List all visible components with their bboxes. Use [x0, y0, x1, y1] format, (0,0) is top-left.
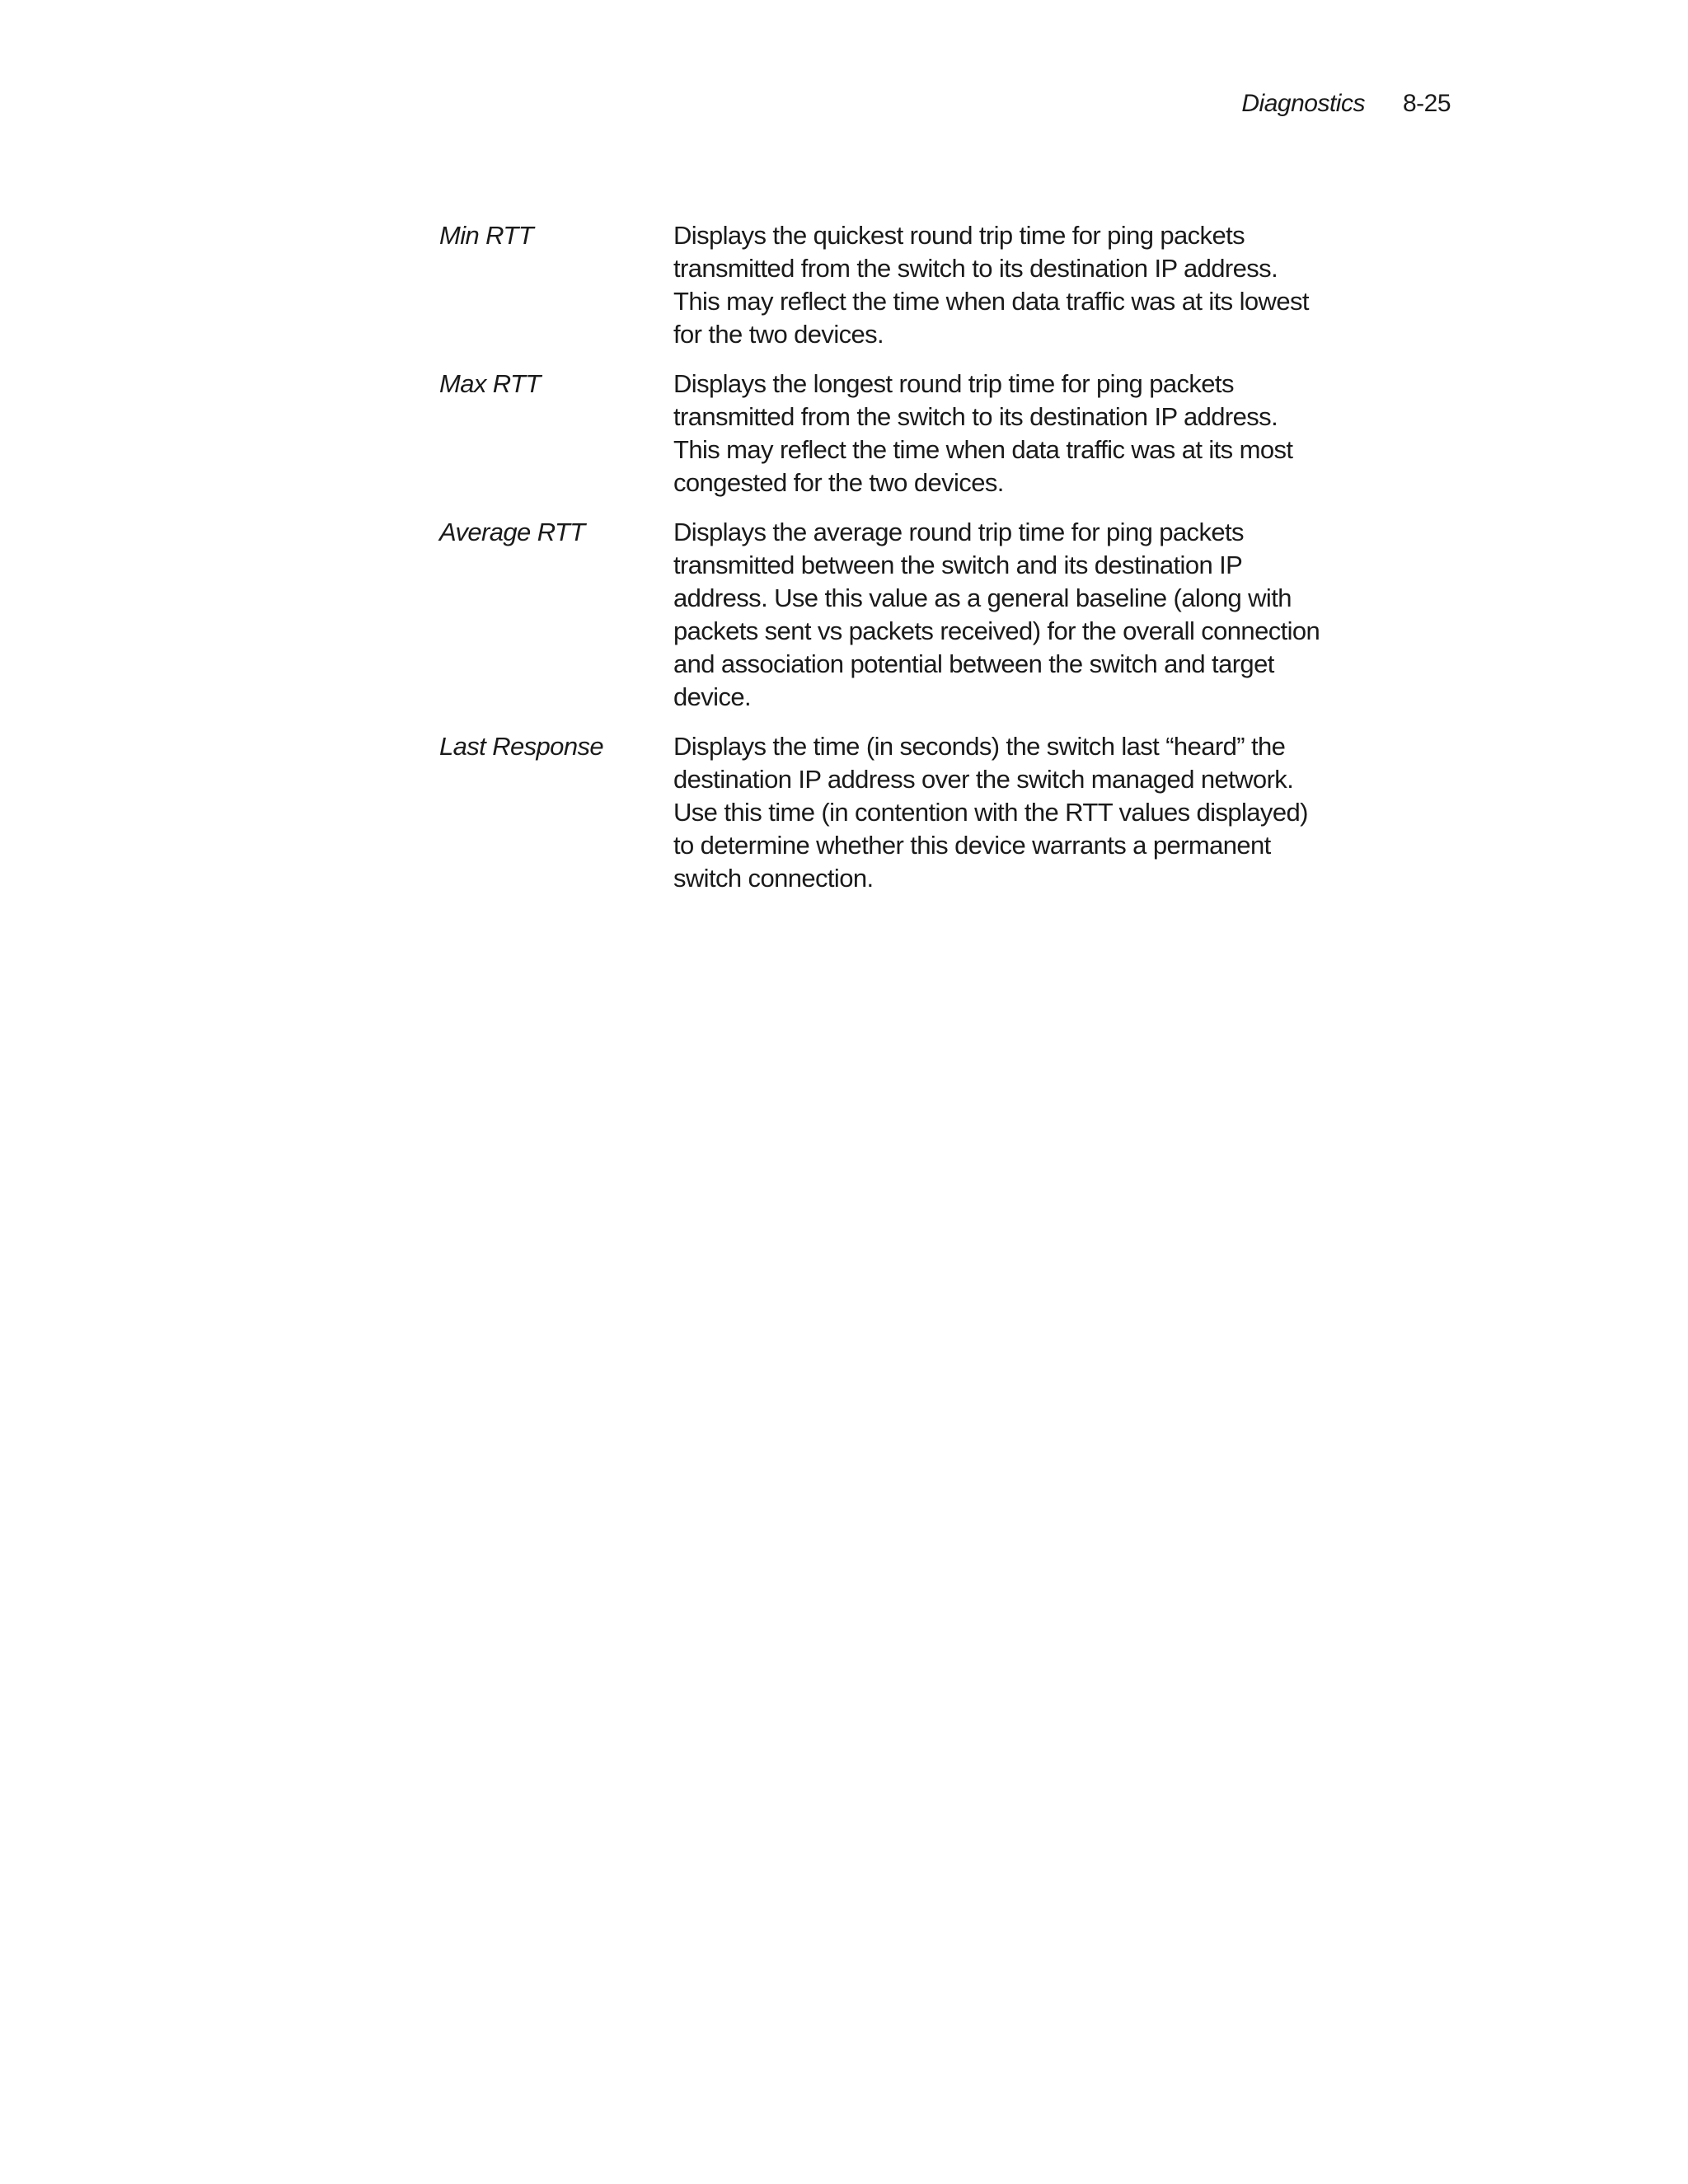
term-average-rtt: Average RTT: [439, 518, 585, 546]
definition-row-average-rtt: [439, 516, 1329, 714]
definition-row-last-response: [439, 730, 1329, 895]
term-max-rtt: Max RTT: [439, 369, 541, 398]
description-max-rtt: Displays the longest round trip time for ping packets transmitted from the switch to its destination IP address. This may reflect the time when data traffic was at its most congested for the two devices.: [673, 369, 1293, 497]
term-min-rtt: Min RTT: [439, 221, 534, 250]
definition-row-max-rtt: [439, 368, 1329, 499]
page-header: [1236, 86, 1451, 122]
definition-row-min-rtt: [439, 219, 1329, 351]
term-last-response: Last Response: [439, 732, 603, 761]
page-number: 8-25: [1402, 90, 1451, 117]
description-min-rtt: Displays the quickest round trip time for ping packets transmitted from the switch to its destination IP address. This may reflect the time when data traffic was at its lowest for the two devices.: [673, 221, 1309, 349]
section-name: Diagnostics: [1241, 90, 1365, 117]
description-last-response: Displays the time (in seconds) the switch last “heard” the destination IP address over the switch managed network. Use this time (in contention with the RTT values displayed) to determine whether this device warrants a permanent switch connection.: [673, 732, 1308, 893]
description-average-rtt: Displays the average round trip time for ping packets transmitted between the switch and its destination IP address. Use this value as a general baseline (along with packets sent vs packets received) for the overall connection and association potential between the switch and target device.: [673, 518, 1320, 711]
definition-list: [439, 219, 1329, 912]
